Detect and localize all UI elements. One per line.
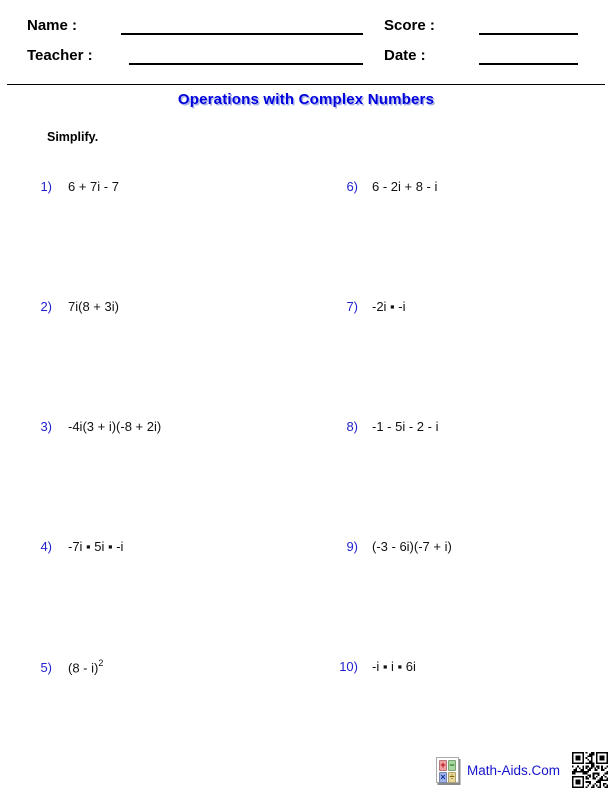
problem-7-number: 7) (346, 299, 358, 314)
name-label: Name : (27, 17, 78, 34)
date-label: Date : (384, 47, 426, 64)
problem-5 (20, 659, 103, 675)
teacher-blank-line (129, 63, 363, 65)
worksheet-title: Operations with Complex Numbers (177, 91, 435, 108)
problem-1 (20, 179, 119, 194)
problem-10-number: 10) (339, 659, 358, 674)
problem-6 (318, 179, 437, 194)
logo-minus-icon: − (449, 760, 455, 770)
problem-8-expression: -1 - 5i - 2 - i (372, 419, 439, 434)
teacher-label: Teacher : (27, 47, 93, 64)
problem-5-number: 5) (40, 660, 52, 676)
problem-5-exponent: 2 (98, 658, 104, 668)
problem-8-number: 8) (346, 419, 358, 434)
problem-3-expression: -4i(3 + i)(-8 + 2i) (68, 419, 162, 434)
logo-divide-icon: ÷ (449, 772, 455, 782)
logo-plus-icon: + (440, 760, 446, 770)
problem-6-number: 6) (346, 179, 358, 194)
problem-10-expression: -i ▪ i ▪ 6i (372, 659, 416, 674)
problem-7-expression: -2i ▪ -i (372, 299, 406, 314)
problem-10 (318, 659, 416, 674)
problem-8 (318, 419, 438, 434)
score-label: Score : (384, 17, 435, 34)
problem-6-expression: 6 - 2i + 8 - i (372, 179, 438, 194)
instruction-text: Simplify. (47, 130, 99, 144)
name-blank-line (121, 33, 363, 35)
score-blank-line (479, 33, 578, 35)
problem-5-expression: (8 - i) (68, 660, 99, 676)
problem-1-expression: 6 + 7i - 7 (68, 179, 119, 194)
date-blank-line (479, 63, 578, 65)
problem-9 (318, 539, 452, 554)
problem-1-number: 1) (40, 179, 52, 194)
header-divider (7, 84, 605, 85)
problem-7 (318, 299, 406, 314)
math-aids-logo-icon (436, 757, 459, 783)
problem-9-number: 9) (346, 539, 358, 554)
problem-9-expression: (-3 - 6i)(-7 + i) (372, 539, 452, 554)
qr-code-icon (572, 752, 608, 788)
problem-4-number: 4) (40, 539, 52, 554)
problem-4 (20, 539, 123, 554)
logo-times-icon: × (440, 772, 446, 782)
problem-2-number: 2) (40, 299, 52, 314)
problem-3-number: 3) (40, 419, 52, 434)
problem-2 (20, 299, 119, 314)
problem-2-expression: 7i(8 + 3i) (68, 299, 119, 314)
math-aids-link[interactable]: Math-Aids.Com (467, 763, 561, 778)
problem-3 (20, 419, 161, 434)
problem-4-expression: -7i ▪ 5i ▪ -i (68, 539, 124, 554)
